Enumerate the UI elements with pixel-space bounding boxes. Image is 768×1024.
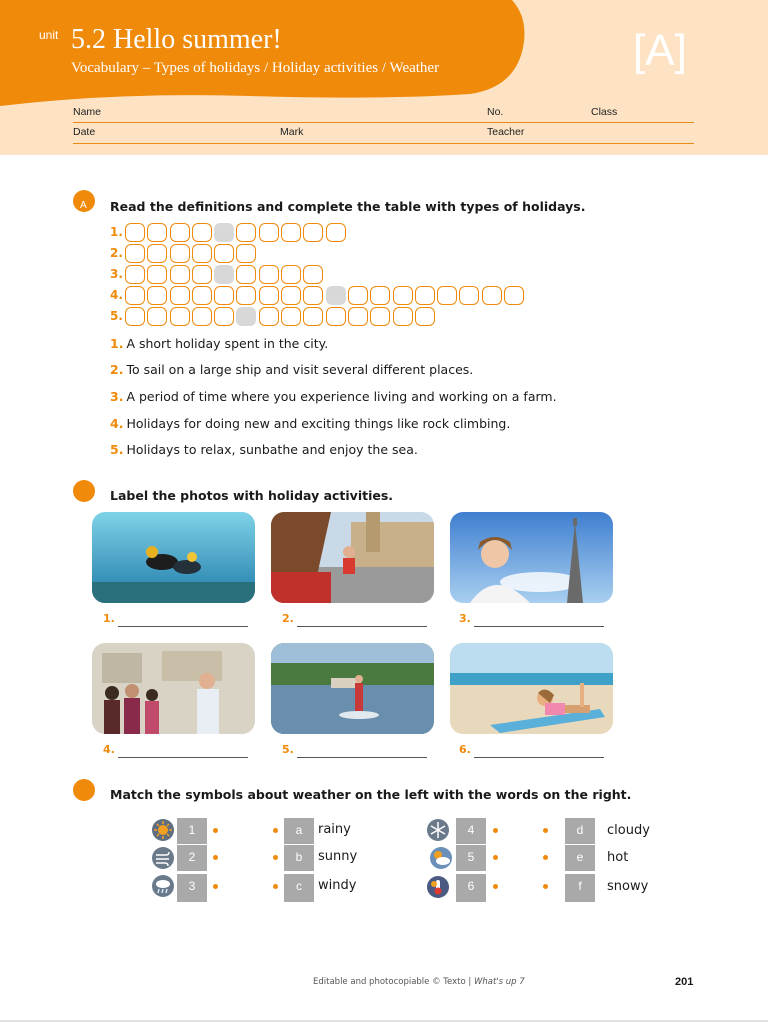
photo-label-number xyxy=(103,743,115,756)
letter-box[interactable] xyxy=(281,286,301,305)
photo-number: 1. xyxy=(103,612,115,625)
letter-box[interactable] xyxy=(147,223,167,242)
letter-box[interactable] xyxy=(303,265,323,284)
letter-box[interactable] xyxy=(303,307,323,326)
letter-box[interactable] xyxy=(281,307,301,326)
weather-letter: d xyxy=(565,818,595,844)
match-dot-right[interactable] xyxy=(273,828,278,833)
letter-box[interactable] xyxy=(170,244,190,263)
exercise-c-bullet xyxy=(73,779,95,801)
photo-answer-line[interactable] xyxy=(118,757,248,758)
row-number: 5. xyxy=(110,309,123,323)
mark-field-label: Mark xyxy=(280,126,304,138)
row-number: 2. xyxy=(110,246,123,260)
sun-icon xyxy=(152,819,174,841)
definition-number: 1. xyxy=(110,336,124,351)
weather-number: 5 xyxy=(456,845,486,871)
eiffel-tower-photo xyxy=(450,512,613,603)
letter-box[interactable] xyxy=(192,223,212,242)
letter-box-blank xyxy=(326,286,346,305)
letter-box[interactable] xyxy=(125,265,145,284)
beach-reading-photo xyxy=(450,643,613,734)
letter-box[interactable] xyxy=(393,307,413,326)
class-field-label: Class xyxy=(591,106,618,118)
bottom-divider xyxy=(0,1020,768,1022)
match-dot-left[interactable] xyxy=(213,828,218,833)
definition-text: A period of time where you experience living and working on a farm. xyxy=(126,389,557,404)
exercise-c-instruction: Match the symbols about weather on the left with the words on the right. xyxy=(110,787,632,802)
definition-text: To sail on a large ship and visit several different places. xyxy=(126,362,474,377)
weather-number: 1 xyxy=(177,818,207,844)
definition-number: 3. xyxy=(110,389,124,404)
weather-letter: c xyxy=(284,874,314,902)
row-number: 3. xyxy=(110,267,123,281)
definition-text: A short holiday spent in the city. xyxy=(126,336,329,351)
museum-visit-photo xyxy=(92,643,255,734)
match-dot-right[interactable] xyxy=(543,855,548,860)
weather-word: sunny xyxy=(318,849,358,864)
photo-label-number xyxy=(459,612,471,625)
letter-box[interactable] xyxy=(504,286,524,305)
letter-box[interactable] xyxy=(125,307,145,326)
letter-box[interactable] xyxy=(281,265,301,284)
letter-box[interactable] xyxy=(170,223,190,242)
photo-label-number xyxy=(103,612,115,625)
letter-box-blank xyxy=(236,307,256,326)
letter-box[interactable] xyxy=(147,244,167,263)
letter-box[interactable] xyxy=(214,307,234,326)
photo-number: 5. xyxy=(282,743,294,756)
weather-number: 3 xyxy=(177,874,207,902)
photo-number: 3. xyxy=(459,612,471,625)
letter-box-row xyxy=(110,222,348,242)
letter-box[interactable] xyxy=(147,265,167,284)
weather-word: windy xyxy=(318,878,357,893)
letter-box[interactable] xyxy=(303,286,323,305)
photo-label-number xyxy=(282,743,294,756)
letter-box[interactable] xyxy=(214,286,234,305)
match-dot-left[interactable] xyxy=(493,828,498,833)
row-number: 1. xyxy=(110,225,123,239)
definition-item xyxy=(110,416,510,431)
match-dot-left[interactable] xyxy=(493,855,498,860)
letter-box[interactable] xyxy=(415,286,435,305)
snorkelling-photo xyxy=(92,512,255,603)
match-dot-right[interactable] xyxy=(543,884,548,889)
definition-item xyxy=(110,336,328,351)
match-dot-left[interactable] xyxy=(213,884,218,889)
letter-box[interactable] xyxy=(393,286,413,305)
letter-box-blank xyxy=(214,265,234,284)
definition-number: 4. xyxy=(110,416,124,431)
page-subtitle: Vocabulary – Types of holidays / Holiday activities / Weather xyxy=(71,60,440,76)
weather-number: 2 xyxy=(177,845,207,871)
letter-box[interactable] xyxy=(125,244,145,263)
letter-box[interactable] xyxy=(236,244,256,263)
letter-box-row xyxy=(110,285,526,305)
name-field-label: Name xyxy=(73,106,102,118)
letter-box[interactable] xyxy=(259,307,279,326)
photo-number: 4. xyxy=(103,743,115,756)
wind-icon xyxy=(152,847,174,869)
weather-number: 6 xyxy=(456,874,486,902)
letter-box[interactable] xyxy=(125,223,145,242)
letter-box[interactable] xyxy=(170,307,190,326)
letter-box[interactable] xyxy=(348,307,368,326)
letter-box[interactable] xyxy=(147,307,167,326)
footer-copyright: Editable and photocopiable © Texto | What's up 7 xyxy=(313,977,525,987)
page-number: 201 xyxy=(675,976,694,988)
letter-box[interactable] xyxy=(147,286,167,305)
photo-number: 2. xyxy=(282,612,294,625)
letter-box[interactable] xyxy=(303,223,323,242)
exercise-b-instruction: Label the photos with holiday activities. xyxy=(110,488,394,503)
letter-box[interactable] xyxy=(326,223,346,242)
letter-box[interactable] xyxy=(192,244,212,263)
weather-letter: b xyxy=(284,845,314,871)
exercise-a-letter: A xyxy=(80,200,87,211)
photo-answer-line[interactable] xyxy=(297,626,427,627)
photo-label-number xyxy=(282,612,294,625)
match-dot-right[interactable] xyxy=(273,855,278,860)
definition-text: Holidays for doing new and exciting things like rock climbing. xyxy=(126,416,511,431)
unit-label: unit xyxy=(39,28,59,42)
letter-box[interactable] xyxy=(170,265,190,284)
rain-icon xyxy=(152,875,174,897)
photo-number: 6. xyxy=(459,743,471,756)
letter-box[interactable] xyxy=(482,286,502,305)
weather-word: hot xyxy=(607,850,629,865)
row-number: 4. xyxy=(110,288,123,302)
match-dot-right[interactable] xyxy=(543,828,548,833)
thermometer-icon xyxy=(427,876,449,898)
definition-item xyxy=(110,442,418,457)
letter-box[interactable] xyxy=(236,223,256,242)
definition-text: Holidays to relax, sunbathe and enjoy the sea. xyxy=(126,442,418,457)
definition-item xyxy=(110,389,557,404)
letter-box[interactable] xyxy=(437,286,457,305)
letter-box[interactable] xyxy=(370,286,390,305)
water-skiing-photo xyxy=(271,643,434,734)
level-badge: [A] xyxy=(633,26,687,75)
letter-box[interactable] xyxy=(281,223,301,242)
definition-number: 5. xyxy=(110,442,124,457)
photo-answer-line[interactable] xyxy=(297,757,427,758)
weather-word: snowy xyxy=(607,879,649,894)
name-line[interactable] xyxy=(73,122,694,123)
letter-box-row xyxy=(110,306,437,326)
letter-box[interactable] xyxy=(259,286,279,305)
letter-box[interactable] xyxy=(125,286,145,305)
letter-box[interactable] xyxy=(348,286,368,305)
weather-letter: f xyxy=(565,874,595,902)
cloud-icon xyxy=(430,847,452,869)
snowflake-icon xyxy=(427,819,449,841)
definition-item xyxy=(110,362,473,377)
exercise-a-instruction: Read the definitions and complete the table with types of holidays. xyxy=(110,199,586,214)
letter-box[interactable] xyxy=(192,265,212,284)
letter-box[interactable] xyxy=(326,307,346,326)
letter-box[interactable] xyxy=(170,286,190,305)
weather-word: cloudy xyxy=(607,823,650,838)
page-title: 5.2 Hello summer! xyxy=(71,24,282,55)
letter-box[interactable] xyxy=(192,286,212,305)
photo-answer-line[interactable] xyxy=(118,626,248,627)
definition-number: 2. xyxy=(110,362,124,377)
weather-number: 4 xyxy=(456,818,486,844)
match-dot-left[interactable] xyxy=(493,884,498,889)
photo-answer-line[interactable] xyxy=(474,757,604,758)
date-field-label: Date xyxy=(73,126,96,138)
letter-box[interactable] xyxy=(415,307,435,326)
letter-box[interactable] xyxy=(192,307,212,326)
letter-box[interactable] xyxy=(236,265,256,284)
letter-box[interactable] xyxy=(259,265,279,284)
weather-letter: e xyxy=(565,845,595,871)
letter-box[interactable] xyxy=(370,307,390,326)
number-field-label: No. xyxy=(487,106,504,118)
letter-box-blank xyxy=(214,223,234,242)
weather-letter: a xyxy=(284,818,314,844)
photo-answer-line[interactable] xyxy=(474,626,604,627)
letter-box[interactable] xyxy=(259,223,279,242)
date-line[interactable] xyxy=(73,143,694,144)
letter-box-row xyxy=(110,264,326,284)
exercise-b-bullet xyxy=(73,480,95,502)
letter-box[interactable] xyxy=(236,286,256,305)
letter-box[interactable] xyxy=(214,244,234,263)
photo-label-number xyxy=(459,743,471,756)
match-dot-right[interactable] xyxy=(273,884,278,889)
letter-box-row xyxy=(110,243,259,263)
sightseeing-bus-photo xyxy=(271,512,434,603)
letter-box[interactable] xyxy=(459,286,479,305)
weather-word: rainy xyxy=(318,822,351,837)
match-dot-left[interactable] xyxy=(213,855,218,860)
teacher-field-label: Teacher xyxy=(487,126,525,138)
